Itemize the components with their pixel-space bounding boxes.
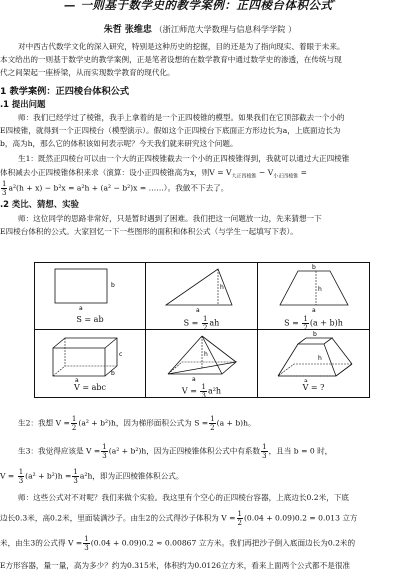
affiliation: （浙江师范大学数理与信息科学学院 ） [154, 24, 297, 34]
intro-line-1: 对中西古代数学文化的深入研究，特别是这种历史的挖掘，目的还是为了指向现实、着眼于未来。 [18, 42, 345, 51]
section-heading: 1 教学案例：正四棱台体积公式 [0, 86, 130, 97]
formula-rectangle: S = ab [76, 315, 104, 324]
teacher-experiment-line-4: E方形容器，量一量，高为多少？约为0.315米，体积约为0.0126立方米，看来上面两个公式都不是很准 [0, 561, 351, 570]
p3-line-2: E四棱台体积的公式。大家回忆一下一些图形的面积和体积公式（与学生一起填写下表）。 [0, 227, 298, 236]
teacher-experiment-line-1: 师：这些公式对不对呢？我们来做个实验。我这里有个空心的正四棱台容器，上底边长0.2米，下底 [18, 493, 350, 502]
cell-triangle [145, 262, 258, 330]
authors [0, 22, 400, 35]
author-names: 朱哲 张维忠 [103, 25, 152, 35]
subsection-heading-2: .2 类比、猜想、实验 [0, 199, 79, 209]
svg-text:b: b [313, 331, 317, 338]
student1-line-1: 生1：既然正四棱台可以由一个大的正四棱锥截去一个小的正四棱锥得到，我就可以通过大正四棱锥 [18, 154, 350, 163]
formula-triangle: S = $\frac{1}{2}$ ah [183, 315, 220, 332]
intro-line-3: 代之间架起一座桥梁，从而实现数学教育的现代化。 [0, 68, 175, 77]
label-a: a [79, 305, 83, 312]
cell-trapezoid [257, 262, 370, 330]
trapezoid-figure [258, 263, 371, 313]
pyramid-figure [146, 330, 259, 382]
frustum-figure [258, 330, 371, 382]
formula-table [34, 262, 370, 398]
triangle-figure [146, 263, 259, 313]
p1-line-2: E四棱锥，就得到一个正四棱台（模型演示）。假如这个正四棱台下底面正方形边长为a，上底面边长为 [0, 126, 341, 135]
student1-line-2: 体积减去小正四棱锥体积来求（演算：设小正四棱锥高为x，则$V = V_{大正四棱锥} - V_{小正四棱锥}$ = [0, 168, 307, 180]
intro-paragraph [0, 40, 400, 79]
rectangle-figure [35, 263, 147, 313]
student2-line: 生2：我想 V = $\frac{1}{2}$ (a² + b²)h，因为梯形面积公式为 S = $\frac{1}{2}$ (a + b)h。 [18, 415, 256, 432]
svg-text:a: a [312, 307, 316, 313]
intro-line-2: 本文给出的一则基于数学史的教学案例，正是笔者设想的在数学教育中通过数学史的渗透，在传统与现 [0, 55, 342, 64]
cuboid-figure [35, 330, 147, 382]
p1-line-1: 师：我们已经学过了棱锥，我手上拿着的是一个正四棱锥的模型。如果我们在它顶部截去一个小的 [18, 113, 345, 122]
cell-frustum [257, 329, 370, 398]
svg-text:h: h [220, 284, 224, 291]
svg-text:a: a [75, 377, 79, 382]
svg-text:h: h [318, 355, 322, 362]
paragraph-teacher-1 [0, 111, 400, 150]
teacher-experiment-line-2: 边长0.3米，高0.2米，里面装满沙子。由生2的公式得沙子体积为 V = $\frac{1}{2}$ (0.04 + 0.09)0.2 = 0.013 立方 [0, 510, 358, 527]
svg-text:a: a [196, 307, 200, 313]
student1-line-3: $\frac{1}{3}$ a²(h + x) − b²x = a²h + (a² − b²)x = ……）。我做不下去了。 [2, 180, 229, 197]
formula-trapezoid: S = $\frac{1}{2}$ (a + b)h [284, 315, 343, 332]
label-b: b [111, 282, 115, 289]
svg-text:a: a [304, 378, 308, 382]
formula-cuboid: V = abc [74, 383, 106, 392]
svg-text:a: a [192, 376, 196, 382]
svg-text:h: h [318, 286, 322, 293]
fraction-third: $\frac{1}{3}$ [2, 180, 7, 197]
p3-line-1: 师：这位同学的思路非常好，只是暂时遇到了困难。我们把这一问题放一边，先来猜想一下 [18, 214, 322, 223]
paper-title: — 一则基于数学史的教学案例：正四棱台体积公式* [63, 0, 337, 12]
cell-pyramid [145, 329, 258, 398]
svg-text:h: h [204, 351, 208, 358]
student3-line-2: V = $\frac{1}{3}$ (a² + b²)h = $\frac{1}{3}$ a²h，即为正四棱锥体积公式。 [0, 468, 184, 485]
paragraph-teacher-2 [0, 212, 400, 238]
svg-text:c: c [119, 351, 123, 358]
formula-pyramid: V = $\frac{1}{3}$ a²h [181, 383, 222, 400]
cell-cuboid [34, 329, 146, 398]
cell-rectangle [34, 262, 146, 330]
subsection-heading-1: .1 提出问题 [0, 99, 46, 109]
svg-text:b: b [111, 370, 115, 377]
p1-line-3: b，高为h，那么它的体积该如何表示呢？今天我们就来研究这个问题。 [0, 139, 238, 148]
teacher-experiment-line-3: 米，由生3的公式得 V = $\frac{1}{3}$ (0.04 + 0.09)0.2 ≈ 0.00867 立方米。我们再把沙子倒入底面边长为0.2米的 [0, 535, 356, 552]
student3-line-1: 生3：我觉得应该是 V = $\frac{1}{3}$ (a² + b²)h，因为正四棱锥体积公式中有系数 $\frac{1}{3}$ ，且当 b = 0 时， [18, 443, 333, 460]
svg-text:b: b [312, 264, 316, 271]
formula-frustum: V = ? [302, 383, 325, 392]
